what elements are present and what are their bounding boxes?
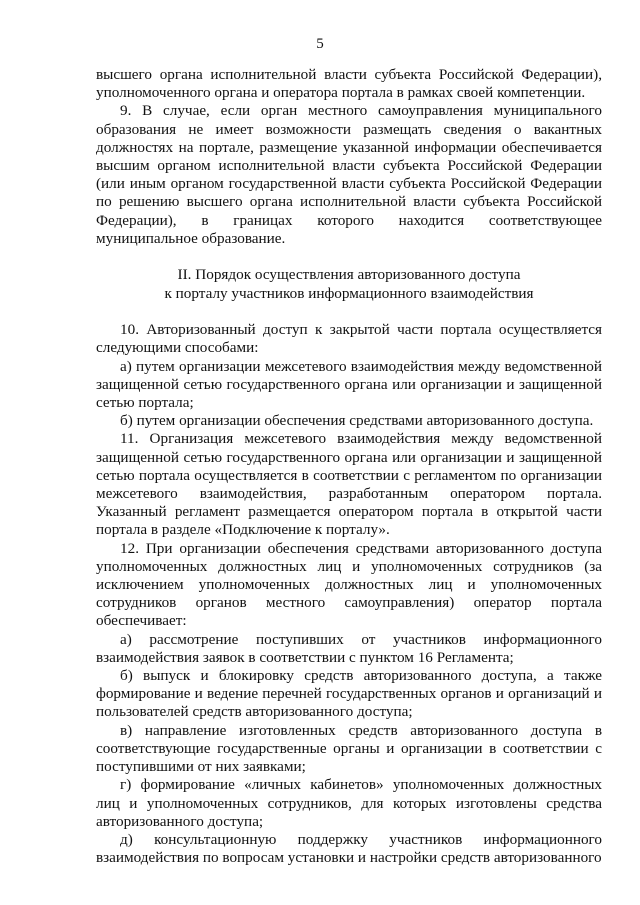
section-heading-line-2: к порталу участников информационного взаимодействия [164, 284, 534, 302]
paragraph-12-g: г) формирование «личных кабинетов» уполномоченных должностных лиц и уполномоченных сотрудников, для которых изготовлены средства авторизованного доступа; [96, 776, 602, 830]
paragraph-10: 10. Авторизованный доступ к закрытой части портала осуществляется следующими способами: [96, 321, 602, 357]
page-number: 5 [316, 36, 324, 52]
section-heading [96, 266, 602, 303]
paragraph-12-v: в) направление изготовленных средств авторизованного доступа в соответствующие государственные органы и организации в соответствии с поступившими от них заявками; [96, 721, 602, 776]
paragraph-continuation: высшего органа исполнительной власти субъекта Российской Федерации), уполномоченного органа и оператора портала в рамках своей компетенции. [96, 66, 602, 102]
paragraph-12: 12. При организации обеспечения средствами авторизованного доступа уполномоченных должностных лиц и уполномоченных сотрудников (за исключением уполномоченных должностных лиц и уполномоченных сотрудников органов местного самоуправления) оператор портала обеспечивает: [96, 539, 602, 630]
document-body [96, 66, 602, 867]
paragraph-10-a: а) путем организации межсетевого взаимодействия между ведомственной защищенной сетью государственного органа или организации и защищенной сетью портала; [96, 357, 602, 412]
paragraph-9: 9. В случае, если орган местного самоуправления муниципального образования не имеет возможности размещать сведения о вакантных должностях на портале, размещение указанной информации обеспечивается высшим органом исполнительной власти субъекта Российской Федерации (или иным органом государственной власти субъекта Российской Федерации по решению высшего органа исполнительной власти субъекта Российской Федерации), в границах которого находится соответствующее муниципальное образование. [96, 102, 602, 247]
section-heading-line-1: II. Порядок осуществления авторизованного доступа [177, 266, 521, 284]
paragraph-12-d: д) консультационную поддержку участников информационного взаимодействия по вопросам установки и настройки средств авторизованного [96, 830, 602, 867]
paragraph-12-b: б) выпуск и блокировку средств авторизованного доступа, а также формирование и ведение перечней государственных органов и организаций и пользователей средств авторизованного доступа; [96, 667, 602, 721]
paragraph-11: 11. Организация межсетевого взаимодействия между ведомственной защищенной сетью государственного органа или организации и защищенной сетью портала осуществляется в соответствии с регламентом по организации межсетевого взаимодействия, разработанным оператором портала. Указанный регламент размещается оператором портала в открытой части портала в разделе «Подключение к порталу». [96, 430, 602, 539]
paragraph-12-a: а) рассмотрение поступивших от участников информационного взаимодействия заявок в соответствии с пунктом 16 Регламента; [96, 630, 602, 666]
paragraph-10-b: б) путем организации обеспечения средствами авторизованного доступа. [120, 412, 594, 430]
